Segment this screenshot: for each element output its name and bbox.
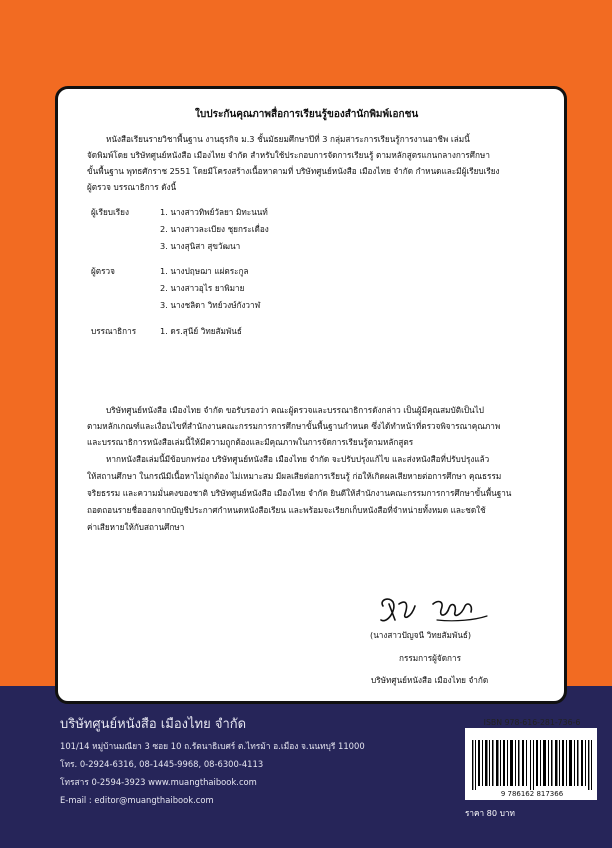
para1-line-3: และบรรณาธิการหนังสือเล่มนี้ให้มีความถูกต้องและมีคุณภาพในการจัดการเรียนรู้ตามหลักสูตร bbox=[87, 437, 414, 447]
intro-line-2: จัดพิมพ์โดย บริษัทศูนย์หนังสือ เมืองไทย จำกัด สำหรับใช้ประกอบการจัดการเรียนรู้ ตามหลักสูตรแกนกลางการศึกษา bbox=[87, 150, 490, 160]
para2-line-4: ถอดถอนรายชื่อออกจากบัญชีประกาศกำหนดหนังสือเรียน และพร้อมจะเรียกเก็บหนังสือที่จำหน่ายทั้งหมด และชดใช้ bbox=[87, 505, 486, 515]
para2-line-2: ให้สถานศึกษา ในกรณีมีเนื้อหาไม่ถูกต้อง ไม่เหมาะสม มีผลเสียต่อการเรียนรู้ ก่อให้เกิดผลเสียหายต่อการศึกษา คุณธรรม bbox=[87, 471, 502, 481]
intro-line-3: ขั้นพื้นฐาน พุทธศักราช 2551 โดยมีโครงสร้างเนื้อหาตามที่ บริษัทศูนย์หนังสือ เมืองไทย จำกัด กำหนดและมีผู้เรียบเรียง bbox=[87, 166, 500, 176]
para2-line-3: จริยธรรม และความมั่นคงของชาติ บริษัทศูนย์หนังสือ เมืองไทย จำกัด ยินดีให้สำนักงานคณะกรรมการการศึกษาขั้นพื้นฐาน bbox=[87, 488, 512, 498]
intro-line-1: หนังสือเรียนรายวิชาพื้นฐาน งานธุรกิจ ม.3 ชั้นมัธยมศึกษาปีที่ 3 กลุ่มสาระการเรียนรู้การงานอาชีพ เล่มนี้ bbox=[106, 134, 470, 144]
signatory-name: (นางสาวปัญจนี วิทยสัมพันธ์) bbox=[370, 630, 472, 640]
editor-name: 1. ดร.สุนีย์ วิทยสัมพันธ์ bbox=[160, 326, 242, 336]
certificate-title: ใบประกันคุณภาพสื่อการเรียนรู้ของสำนักพิมพ์เอกชน bbox=[195, 109, 419, 120]
publisher-phone: โทร. 0-2924-6316, 08-1445-9968, 08-6300-4113 bbox=[60, 759, 264, 769]
intro-line-4: ผู้ตรวจ บรรณาธิการ ดังนี้ bbox=[87, 182, 177, 192]
signatory-company: บริษัทศูนย์หนังสือ เมืองไทย จำกัด bbox=[371, 675, 489, 685]
para1-line-1: บริษัทศูนย์หนังสือ เมืองไทย จำกัด ขอรับรองว่า คณะผู้ตรวจและบรรณาธิการดังกล่าว เป็นผู้มีคุณสมบัติเป็นไป bbox=[106, 405, 484, 415]
publisher-email: E-mail : editor@muangthaibook.com bbox=[60, 795, 214, 805]
barcode-icon bbox=[470, 740, 594, 790]
publisher-fax-web: โทรสาร 0-2594-3923 www.muangthaibook.com bbox=[60, 777, 257, 787]
author-3: 3. นางสุนิสา สุขวัฒนา bbox=[160, 241, 241, 251]
publisher-address: 101/14 หมู่บ้านมณียา 3 ซอย 10 ถ.รัตนาธิเบศร์ ต.ไทรม้า อ.เมือง จ.นนทบุรี 11000 bbox=[60, 741, 365, 751]
signatory-title: กรรมการผู้จัดการ bbox=[399, 653, 461, 663]
editor-label: บรรณาธิการ bbox=[91, 326, 137, 336]
reviewers-label: ผู้ตรวจ bbox=[91, 266, 115, 276]
reviewer-2: 2. นางสาวอุไร ยาพิมาย bbox=[160, 283, 245, 293]
para2-line-5: ค่าเสียหายให้กับสถานศึกษา bbox=[87, 522, 185, 532]
price-label: ราคา 80 บาท bbox=[465, 808, 515, 818]
reviewer-1: 1. นางปฤษฌา แผ่ตระกูล bbox=[160, 266, 249, 276]
isbn-text: ISBN 978-616-281-736-6 bbox=[483, 718, 581, 727]
reviewer-3: 3. นางชลิดา วิทย์วงษ์กังวาฬ bbox=[160, 300, 261, 310]
publisher-name: บริษัทศูนย์หนังสือ เมืองไทย จำกัด bbox=[60, 717, 247, 732]
para1-line-2: ตามหลักเกณฑ์และเงื่อนไขที่สำนักงานคณะกรรมการการศึกษาขั้นพื้นฐานกำหนด ซึ่งได้ทำหน้าที่ตรวจพิจารณาคุณภาพ bbox=[87, 421, 501, 431]
barcode-number: 9 786162 817366 bbox=[500, 790, 564, 798]
author-2: 2. นางสาวละเบียง ชุยกระเดื่อง bbox=[160, 224, 269, 234]
authors-label: ผู้เรียบเรียง bbox=[91, 207, 129, 217]
handwritten-signature bbox=[375, 590, 495, 630]
para2-line-1: หากหนังสือเล่มนี้มีข้อบกพร่อง บริษัทศูนย์หนังสือ เมืองไทย จำกัด จะปรับปรุงแก้ไข และส่งหนังสือที่ปรับปรุงแล้ว bbox=[106, 454, 490, 464]
author-1: 1. นางสาวทิพย์วัลยา มิทะนนท์ bbox=[160, 207, 268, 217]
